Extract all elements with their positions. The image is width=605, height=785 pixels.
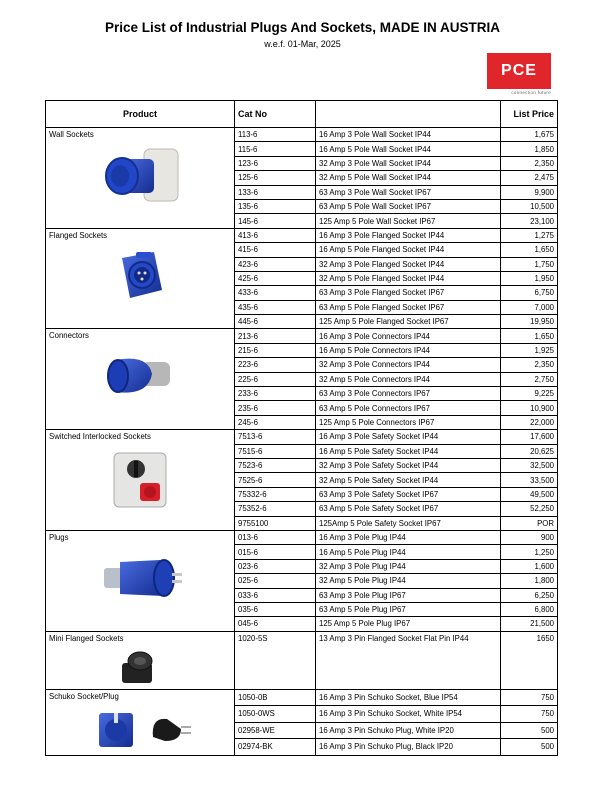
description-cell: 63 Amp 5 Pole Flanged Socket IP67 (316, 300, 501, 314)
product-name: Schuko Socket/Plug (49, 691, 119, 701)
product-cell (46, 631, 235, 689)
product-name: Wall Sockets (49, 130, 94, 139)
effective-date: w.e.f. 01-Mar, 2025 (264, 39, 341, 49)
table-row (46, 689, 558, 706)
cat-no-cell: 133-6 (235, 185, 316, 199)
cat-no-cell: 145-6 (235, 214, 316, 228)
table-header-row (46, 101, 558, 128)
cat-no-cell: 433-6 (235, 286, 316, 300)
description-cell: 63 Amp 5 Pole Connectors IP67 (316, 401, 501, 415)
cat-no-cell: 035-6 (235, 602, 316, 616)
logo-tagline: connection future (511, 90, 551, 95)
cat-no-cell: 023-6 (235, 559, 316, 573)
header-product: Product (46, 101, 235, 128)
description-cell: 16 Amp 3 Pole Flanged Socket IP44 (316, 228, 501, 242)
cat-no-cell: 7513-6 (235, 430, 316, 444)
cat-no-cell: 7523-6 (235, 458, 316, 472)
description-cell: 125 Amp 5 Pole Flanged Socket IP67 (316, 315, 501, 329)
product-image (49, 649, 231, 689)
cat-no-cell: 423-6 (235, 257, 316, 271)
description-cell: 125 Amp 5 Pole Plug IP67 (316, 617, 501, 631)
description-cell: 32 Amp 5 Pole Wall Socket IP44 (316, 171, 501, 185)
cat-no-cell: 245-6 (235, 415, 316, 429)
cat-no-cell: 135-6 (235, 199, 316, 213)
price-cell: 17,600 (501, 430, 558, 444)
price-cell: 7,000 (501, 300, 558, 314)
description-cell: 63 Amp 3 Pole Connectors IP67 (316, 387, 501, 401)
price-cell: 1,675 (501, 128, 558, 142)
cat-no-cell: 02958-WE (235, 722, 316, 739)
product-image (49, 246, 231, 310)
cat-no-cell: 235-6 (235, 401, 316, 415)
page-title: Price List of Industrial Plugs And Sockets, MADE IN AUSTRIA (104, 20, 501, 35)
description-cell: 16 Amp 5 Pole Safety Socket IP44 (316, 444, 501, 458)
table-row (46, 530, 558, 544)
product-cell (46, 530, 235, 631)
description-cell: 16 Amp 5 Pole Flanged Socket IP44 (316, 243, 501, 257)
product-image (49, 548, 231, 612)
product-image (49, 346, 231, 410)
description-cell: 63 Amp 3 Pole Plug IP67 (316, 588, 501, 602)
table-row (46, 128, 558, 142)
cat-no-cell: 233-6 (235, 387, 316, 401)
table-row (46, 228, 558, 242)
price-cell: 2,350 (501, 156, 558, 170)
price-cell: 32,500 (501, 458, 558, 472)
description-cell: 63 Amp 5 Pole Safety Socket IP67 (316, 502, 501, 516)
header-list-price: List Price (501, 101, 558, 128)
description-cell: 16 Amp 5 Pole Wall Socket IP44 (316, 142, 501, 156)
price-cell: 500 (501, 739, 558, 756)
price-cell: 750 (501, 689, 558, 706)
cat-no-cell: 435-6 (235, 300, 316, 314)
cat-no-cell: 9755100 (235, 516, 316, 530)
cat-no-cell: 425-6 (235, 271, 316, 285)
cat-no-cell: 125-6 (235, 171, 316, 185)
product-image (49, 707, 231, 755)
header-description (316, 101, 501, 128)
cat-no-cell: 445-6 (235, 315, 316, 329)
description-cell: 125 Amp 5 Pole Connectors IP67 (316, 415, 501, 429)
price-cell: 19,950 (501, 315, 558, 329)
table-row (46, 329, 558, 343)
description-cell: 16 Amp 3 Pole Wall Socket IP44 (316, 128, 501, 142)
cat-no-cell: 223-6 (235, 358, 316, 372)
cat-no-cell: 7515-6 (235, 444, 316, 458)
description-cell: 63 Amp 3 Pole Wall Socket IP67 (316, 185, 501, 199)
description-cell: 32 Amp 3 Pole Flanged Socket IP44 (316, 257, 501, 271)
description-cell: 125 Amp 5 Pole Wall Socket IP67 (316, 214, 501, 228)
description-cell: 125Amp 5 Pole Safety Socket IP67 (316, 516, 501, 530)
price-cell: 1,925 (501, 343, 558, 357)
product-name: Connectors (49, 331, 89, 341)
product-cell (46, 430, 235, 531)
cat-no-cell: 1050-0B (235, 689, 316, 706)
price-cell: 1,850 (501, 142, 558, 156)
price-cell: 33,500 (501, 473, 558, 487)
product-cell (46, 689, 235, 755)
cat-no-cell: 013-6 (235, 530, 316, 544)
logo-text: PCE (487, 53, 551, 89)
cat-no-cell: 1050-0WS (235, 706, 316, 723)
price-cell: 2,750 (501, 372, 558, 386)
price-cell: 6,750 (501, 286, 558, 300)
cat-no-cell: 213-6 (235, 329, 316, 343)
description-cell: 32 Amp 3 Pole Plug IP44 (316, 559, 501, 573)
price-cell: 9,225 (501, 387, 558, 401)
description-cell: 13 Amp 3 Pin Flanged Socket Flat Pin IP44 (316, 631, 501, 689)
cat-no-cell: 225-6 (235, 372, 316, 386)
pce-logo (487, 53, 551, 98)
price-cell: 49,500 (501, 487, 558, 501)
description-cell: 32 Amp 3 Pole Wall Socket IP44 (316, 156, 501, 170)
description-cell: 16 Amp 3 Pin Schuko Plug, White IP20 (316, 722, 501, 739)
description-cell: 63 Amp 5 Pole Wall Socket IP67 (316, 199, 501, 213)
description-cell: 32 Amp 5 Pole Flanged Socket IP44 (316, 271, 501, 285)
price-cell: 21,500 (501, 617, 558, 631)
price-cell: 1650 (501, 631, 558, 689)
cat-no-cell: 025-6 (235, 574, 316, 588)
price-table-body (46, 128, 558, 756)
header-cat-no: Cat No (235, 101, 316, 128)
description-cell: 32 Amp 5 Pole Plug IP44 (316, 574, 501, 588)
price-cell: 52,250 (501, 502, 558, 516)
product-image (49, 145, 231, 209)
price-cell: 6,250 (501, 588, 558, 602)
description-cell: 63 Amp 5 Pole Plug IP67 (316, 602, 501, 616)
cat-no-cell: 75352-6 (235, 502, 316, 516)
cat-no-cell: 033-6 (235, 588, 316, 602)
price-cell: 750 (501, 706, 558, 723)
cat-no-cell: 215-6 (235, 343, 316, 357)
description-cell: 16 Amp 3 Pole Plug IP44 (316, 530, 501, 544)
description-cell: 16 Amp 5 Pole Connectors IP44 (316, 343, 501, 357)
product-image (49, 447, 231, 517)
price-cell: 20,625 (501, 444, 558, 458)
cat-no-cell: 123-6 (235, 156, 316, 170)
product-cell (46, 128, 235, 229)
cat-no-cell: 1020-5S (235, 631, 316, 689)
description-cell: 16 Amp 3 Pin Schuko Plug, Black IP20 (316, 739, 501, 756)
price-cell: 1,250 (501, 545, 558, 559)
price-cell: 1,275 (501, 228, 558, 242)
description-cell: 32 Amp 3 Pole Safety Socket IP44 (316, 458, 501, 472)
price-cell: 900 (501, 530, 558, 544)
description-cell: 32 Amp 5 Pole Connectors IP44 (316, 372, 501, 386)
price-cell: 1,650 (501, 243, 558, 257)
cat-no-cell: 413-6 (235, 228, 316, 242)
cat-no-cell: 75332-6 (235, 487, 316, 501)
price-cell: 22,000 (501, 415, 558, 429)
cat-no-cell: 415-6 (235, 243, 316, 257)
table-row (46, 430, 558, 444)
description-cell: 63 Amp 3 Pole Safety Socket IP67 (316, 487, 501, 501)
cat-no-cell: 113-6 (235, 128, 316, 142)
price-cell: 9,900 (501, 185, 558, 199)
price-cell: 1,750 (501, 257, 558, 271)
cat-no-cell: 02974-BK (235, 739, 316, 756)
cat-no-cell: 045-6 (235, 617, 316, 631)
price-cell: 2,350 (501, 358, 558, 372)
price-cell: 6,800 (501, 602, 558, 616)
price-cell: 1,800 (501, 574, 558, 588)
product-name: Mini Flanged Sockets (49, 633, 124, 643)
product-name: Flanged Sockets (49, 230, 108, 240)
product-name: Plugs (49, 532, 69, 542)
description-cell: 16 Amp 3 Pole Safety Socket IP44 (316, 430, 501, 444)
product-cell (46, 228, 235, 329)
price-cell: 10,900 (501, 401, 558, 415)
price-cell: 1,650 (501, 329, 558, 343)
price-cell: 500 (501, 722, 558, 739)
description-cell: 16 Amp 3 Pin Schuko Socket, White IP54 (316, 706, 501, 723)
description-cell: 16 Amp 5 Pole Plug IP44 (316, 545, 501, 559)
price-cell: 1,600 (501, 559, 558, 573)
price-cell: 1,950 (501, 271, 558, 285)
description-cell: 16 Amp 3 Pin Schuko Socket, Blue IP54 (316, 689, 501, 706)
description-cell: 32 Amp 3 Pole Connectors IP44 (316, 358, 501, 372)
table-row (46, 631, 558, 689)
description-cell: 16 Amp 3 Pole Connectors IP44 (316, 329, 501, 343)
price-cell: POR (501, 516, 558, 530)
cat-no-cell: 115-6 (235, 142, 316, 156)
price-cell: 2,475 (501, 171, 558, 185)
price-table (45, 100, 558, 756)
product-name: Switched Interlocked Sockets (49, 432, 151, 442)
description-cell: 32 Amp 5 Pole Safety Socket IP44 (316, 473, 501, 487)
cat-no-cell: 015-6 (235, 545, 316, 559)
price-cell: 23,100 (501, 214, 558, 228)
cat-no-cell: 7525-6 (235, 473, 316, 487)
description-cell: 63 Amp 3 Pole Flanged Socket IP67 (316, 286, 501, 300)
product-cell (46, 329, 235, 430)
price-cell: 10,500 (501, 199, 558, 213)
